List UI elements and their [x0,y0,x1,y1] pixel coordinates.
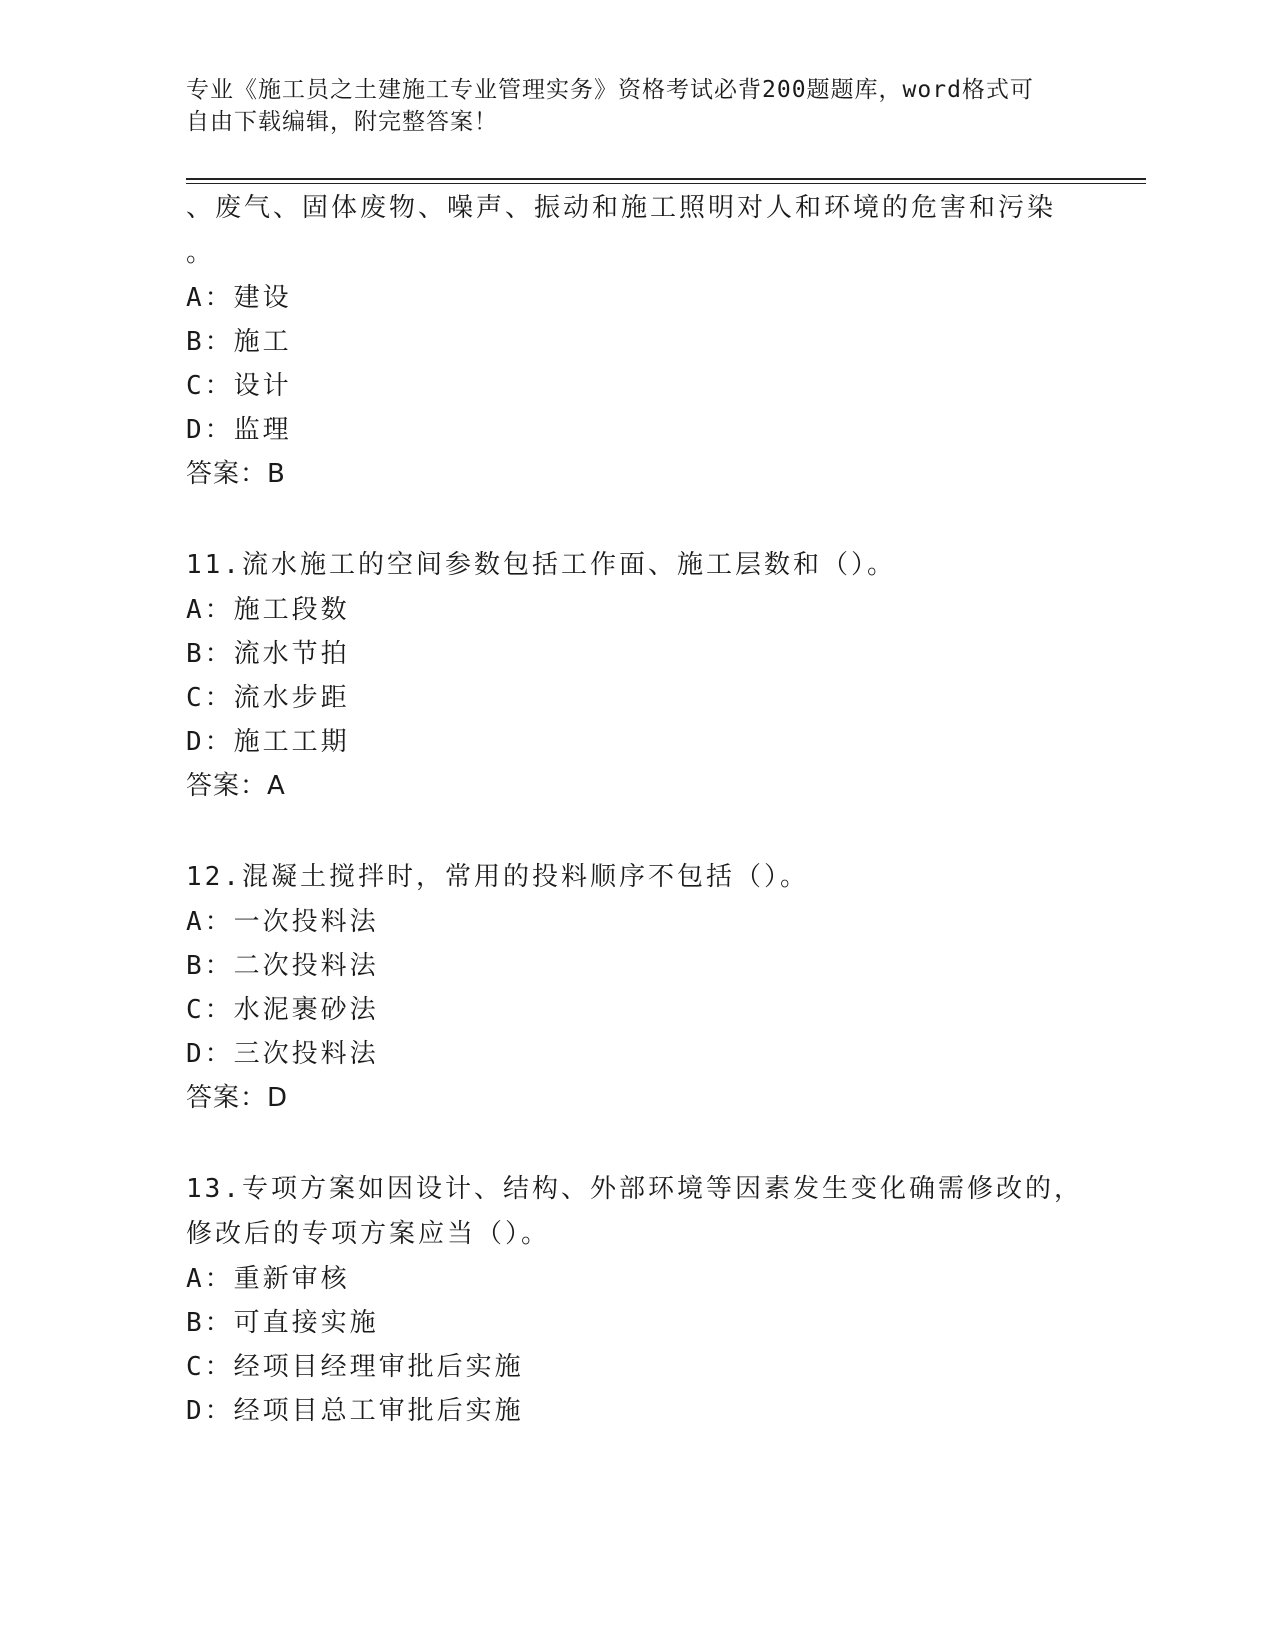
option-a: A：重新审核 [186,1264,350,1294]
page-header [186,74,1066,138]
option-c: C：设计 [186,371,292,401]
option-c: C：流水步距 [186,683,350,713]
option-c: C：经项目经理审批后实施 [186,1352,524,1382]
spacer [186,809,1086,855]
question-stem-line: 。 [186,238,216,268]
option-b: B：二次投料法 [186,951,379,981]
continued-question [186,186,1086,497]
question-13 [186,1167,1086,1433]
option-c: C：水泥裹砂法 [186,995,379,1025]
option-a: A：建设 [186,283,292,313]
header-title-line-1: 专业《施工员之土建施工专业管理实务》资格考试必背200题题库，word格式可 [186,77,1034,103]
question-stem-line: 、废气、固体废物、噪声、振动和施工照明对人和环境的危害和污染 [186,193,1057,223]
option-d: D：施工工期 [186,727,350,757]
question-stem-line: 12.混凝土搅拌时，常用的投料顺序不包括（）。 [186,862,809,892]
option-d: D：经项目总工审批后实施 [186,1396,524,1426]
answer-line: 答案：D [186,1083,289,1113]
option-b: B：施工 [186,327,292,357]
option-b: B：流水节拍 [186,639,350,669]
option-d: D：三次投料法 [186,1039,379,1069]
answer-line: 答案：B [186,459,286,489]
header-divider-thin [186,183,1146,184]
document-body [186,186,1086,1433]
option-a: A：施工段数 [186,595,350,625]
question-stem-line: 修改后的专项方案应当（）。 [186,1219,551,1249]
spacer [186,1121,1086,1167]
option-a: A：一次投料法 [186,907,379,937]
question-stem-line: 11.流水施工的空间参数包括工作面、施工层数和（）。 [186,550,896,580]
question-stem-line: 13.专项方案如因设计、结构、外部环境等因素发生变化确需修改的， [186,1174,1083,1204]
answer-line: 答案：A [186,771,286,801]
option-b: B：可直接实施 [186,1308,379,1338]
header-divider-thick [186,178,1146,180]
question-11 [186,543,1086,809]
spacer [186,497,1086,543]
option-d: D：监理 [186,415,292,445]
header-title-line-2: 自由下载编辑，附完整答案！ [186,109,498,135]
question-12 [186,855,1086,1121]
